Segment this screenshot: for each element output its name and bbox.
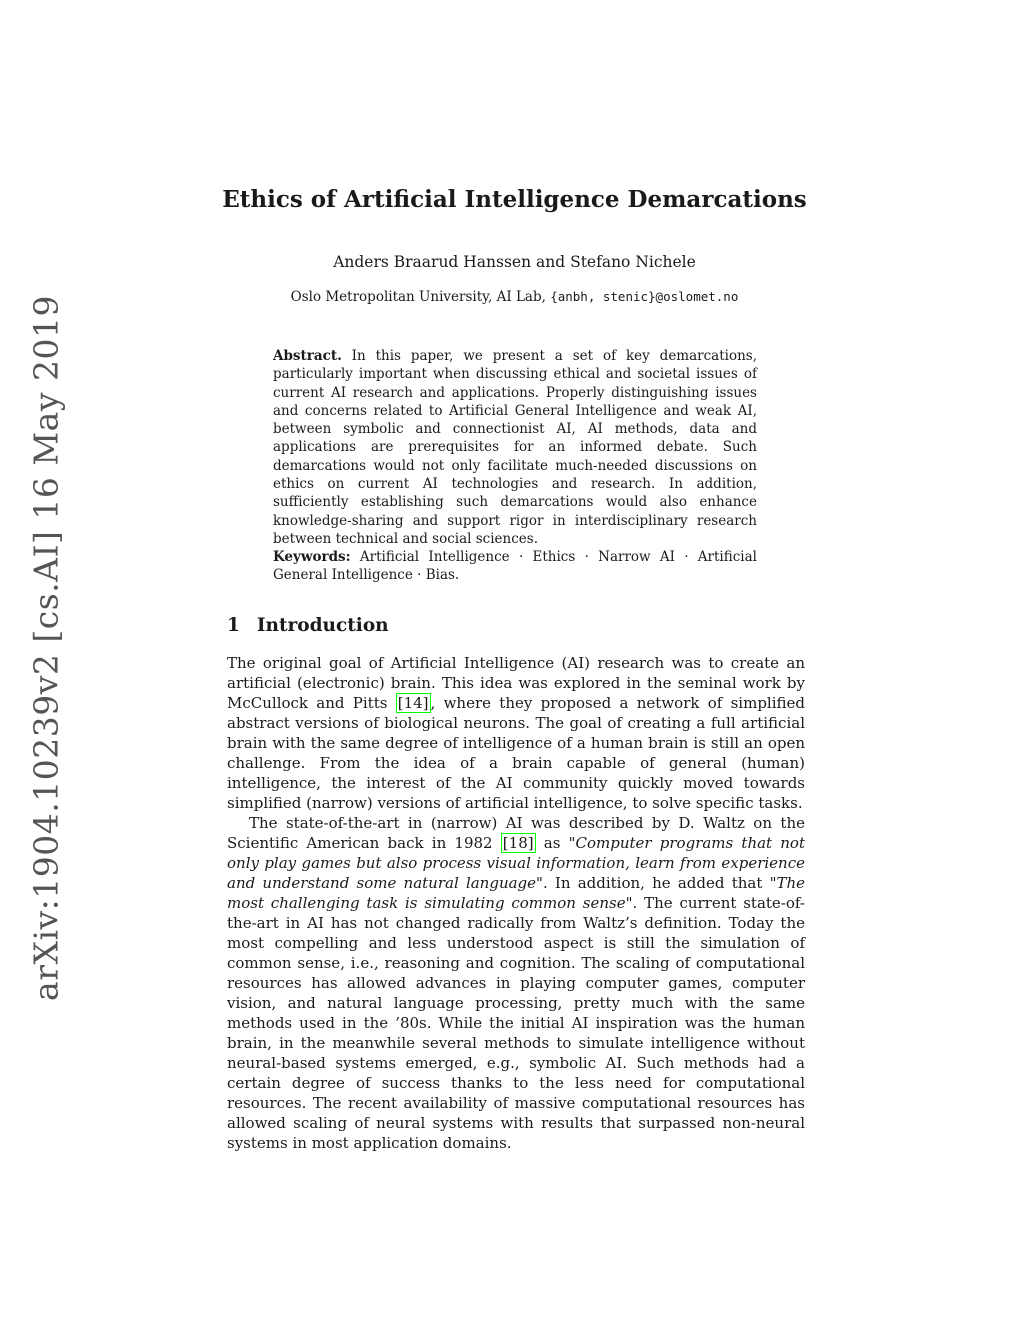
affiliation-text: Oslo Metropolitan University, AI Lab,: [290, 289, 546, 305]
keywords-label: Keywords:: [273, 549, 351, 565]
email-address[interactable]: {anbh, stenic}@oslomet.no: [550, 289, 739, 304]
citation-link-14[interactable]: [14]: [397, 694, 429, 712]
author-list: Anders Braarud Hanssen and Stefano Nichele: [333, 253, 696, 271]
abstract-label: Abstract.: [273, 348, 342, 364]
paper-title: Ethics of Artificial Intelligence Demarcations: [222, 186, 807, 213]
section-title: Introduction: [256, 615, 389, 636]
paragraph-2-text-d: . The current state-of-the-art in AI has not changed radically from Waltz’s definition. Today the most compelling and less understood aspect is still the simulation of common sense, i.e., reasoning and cognition. The scaling of computational resources has allowed advances in playing computer games, computer vision, and natural language processing, pretty much with the same methods used in the ’80s. While the initial AI inspiration was the human brain, in the meanwhile several methods to simulate intelligence without neural-based systems emerged, e.g., symbolic AI. Such methods had a certain degree of success thanks to the less need for computational resources. The recent availability of massive computational resources has allowed scaling of neural systems with results that surpassed non-neural systems in most application domains.: [227, 894, 805, 1152]
abstract-text: In this paper, we present a set of key demarcations, particularly important when discussing ethical and societal issues of current AI research and applications. Properly distinguishing issues and concerns related to Artificial General Intelligence and weak AI, between symbolic and connectionist AI, AI methods, data and applications are prerequisites for an informed debate. Such demarcations would not only facilitate much-needed discussions on ethics on current AI technologies and research. In addition, sufficiently establishing such demarcations would also enhance knowledge-sharing and support rigor in interdisciplinary research between technical and social sciences.: [273, 348, 758, 547]
section-body: [227, 653, 805, 1153]
waltz-quote-1: "Computer programs that not only play games but also process visual information, learn from experience and understand some natural language": [227, 834, 805, 892]
section-heading: [227, 615, 389, 636]
section-number: 1: [227, 615, 240, 636]
keywords: [273, 548, 757, 585]
paragraph-2-text-b: as: [535, 834, 569, 852]
abstract: [273, 347, 757, 548]
arxiv-identifier: arXiv:1904.10239v2 [cs.AI] 16 May 2019: [26, 295, 66, 1001]
paragraph-1: [227, 653, 805, 813]
paragraph-2-text-c: . In addition, he added that: [542, 874, 770, 892]
citation-link-18[interactable]: [18]: [502, 834, 534, 852]
paragraph-1-text-a: The original goal of Artificial Intelligence (AI) research was to create an artificial (electronic) brain. This idea was explored in the seminal work by McCullock and Pitts: [227, 654, 805, 712]
paragraph-2: [227, 813, 805, 1153]
affiliation: [0, 289, 1024, 305]
paragraph-2-text-a: The state-of-the-art in (narrow) AI was described by D. Waltz on the Scientific American back in 1982: [227, 814, 805, 852]
keywords-text: Artificial Intelligence · Ethics · Narrow AI · Artificial General Intelligence · Bias.: [273, 549, 757, 584]
waltz-quote-2: "The most challenging task is simulating common sense": [227, 874, 806, 912]
paragraph-1-text-b: , where they proposed a network of simplified abstract versions of biological neurons. The goal of creating a full artificial brain with the same degree of intelligence of a human brain is still an open challenge. From the idea of a brain capable of general (human) intelligence, the interest of the AI community quickly moved towards simplified (narrow) versions of artificial intelligence, to solve specific tasks.: [227, 694, 806, 812]
